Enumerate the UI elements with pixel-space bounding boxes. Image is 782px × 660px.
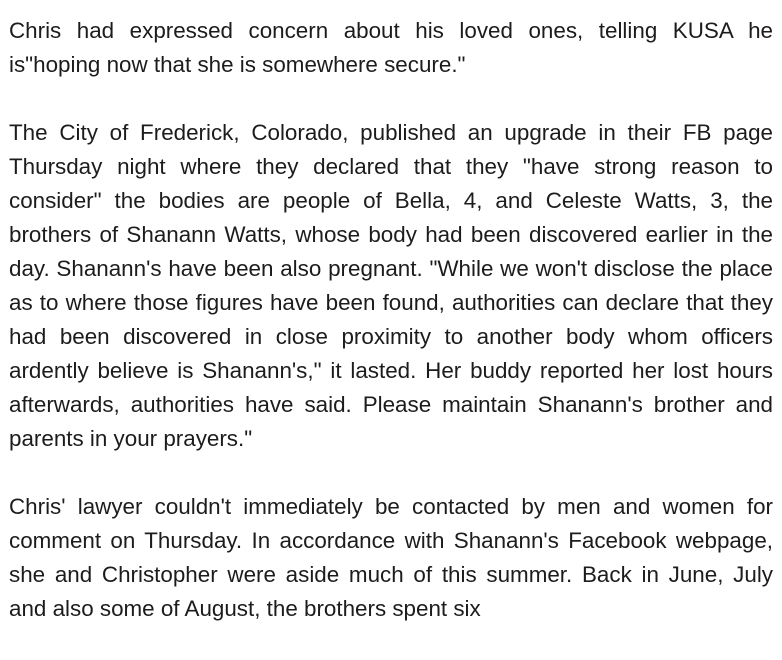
paragraph: Chris had expressed concern about his loved ones, telling KUSA he is"hoping now that she is somewhere secure."	[9, 18, 773, 77]
article-body	[9, 14, 773, 660]
paragraph: The City of Frederick, Colorado, published an upgrade in their FB page Thursday night where they declared that they "have strong reason to consider" the bodies are people of Bella, 4, and Celeste Watts, 3, the brothers of Shanann Watts, whose body had been discovered earlier in the day. Shanann's have been also pregnant. "While we won't disclose the place as to where those figures have been found, authorities can declare that they had been discovered in close proximity to another body whom officers ardently believe is Shanann's," it lasted. Her buddy reported her lost hours afterwards, authorities have said. Please maintain Shanann's brother and parents in your prayers."	[9, 120, 773, 451]
paragraph: Chris' lawyer couldn't immediately be contacted by men and women for comment on Thursday. In accordance with Shanann's Facebook webpage, she and Christopher were aside much of this summer. Back in June, July and also some of August, the brothers spent six	[9, 494, 773, 621]
